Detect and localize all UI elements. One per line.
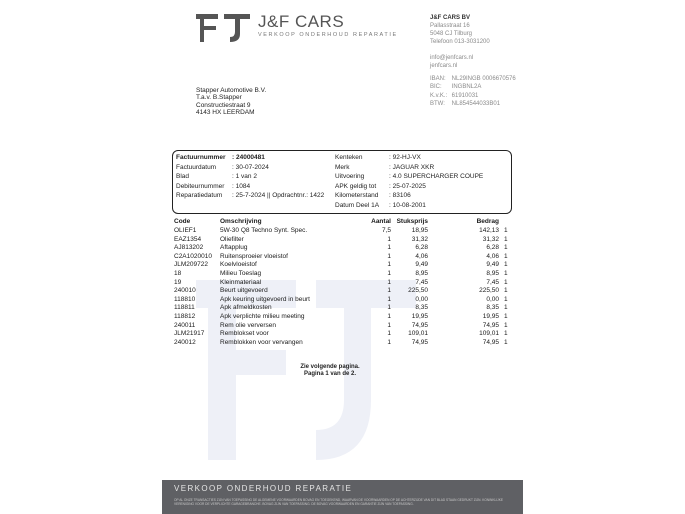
row-unit-price: 225,50: [408, 287, 428, 295]
row-amount: 31,32: [482, 235, 499, 243]
row-vat-code: 1: [504, 304, 508, 312]
header-quantity: Aantal: [371, 218, 391, 225]
row-amount: 0,00: [486, 295, 499, 303]
row-unit-price: 4,06: [415, 252, 428, 260]
row-code: EAZ1354: [174, 235, 202, 243]
row-amount: 6,28: [486, 244, 499, 252]
header-amount: Bedrag: [476, 218, 499, 225]
table-row: [0, 270, 685, 279]
header-description: Omschrijving: [220, 218, 262, 225]
row-quantity: 1: [387, 261, 391, 269]
row-description: Koelvloeistof: [220, 261, 257, 269]
row-code: 240012: [174, 338, 196, 346]
row-code: 240011: [174, 321, 196, 329]
table-row: [0, 296, 685, 305]
recipient-address: [196, 87, 266, 117]
row-vat-code: 1: [504, 235, 508, 243]
row-unit-price: 109,01: [408, 330, 428, 338]
row-quantity: 1: [387, 278, 391, 286]
header-unit-price: Stuksprijs: [396, 218, 428, 225]
row-code: 240010: [174, 287, 196, 295]
row-vat-code: 1: [504, 244, 508, 252]
row-vat-code: 1: [504, 261, 508, 269]
field-mileage: Kilometerstand : 83106: [335, 192, 411, 199]
invoice-left-fields: [176, 153, 324, 201]
brand-tagline: VERKOOP ONDERHOUD REPARATIE: [258, 32, 398, 38]
row-description: Ruitensproeier vloeistof: [220, 252, 288, 260]
recipient-line: Constructiestraat 9: [196, 101, 251, 109]
footer-bar: [162, 480, 523, 514]
row-quantity: 1: [387, 312, 391, 320]
row-quantity: 1: [387, 287, 391, 295]
id-row: K.v.K.: 61910031: [430, 92, 479, 99]
row-description: Apk afmeldkosten: [220, 304, 272, 312]
company-phone: Telefoon 013-3031200: [430, 39, 490, 45]
field-version: Uitvoering : 4.0 SUPERCHARGER COUPE: [335, 173, 484, 180]
row-amount: 74,95: [482, 338, 499, 346]
field-apk-valid: APK geldig tot : 25-07-2025: [335, 182, 426, 190]
recipient-line: T.a.v. B.Stapper: [196, 94, 242, 102]
row-unit-price: 18,95: [411, 227, 428, 234]
row-code: OLIEF1: [174, 227, 197, 234]
field-plate: Kenteken : 92-HJ-VX: [335, 154, 421, 161]
row-code: 118811: [174, 304, 195, 312]
row-description: Remblokset voor: [220, 330, 269, 338]
table-row: [0, 227, 685, 236]
company-ids: [430, 75, 516, 109]
company-web[interactable]: jenfcars.nl: [430, 63, 458, 69]
row-vat-code: 1: [504, 312, 508, 320]
row-unit-price: 6,28: [415, 244, 428, 252]
row-vat-code: 1: [504, 269, 508, 277]
row-vat-code: 1: [504, 321, 508, 329]
row-quantity: 1: [387, 235, 391, 243]
row-description: Beurt uitgevoerd: [220, 287, 268, 295]
table-row: [0, 279, 685, 288]
row-unit-price: 0,00: [415, 295, 428, 303]
row-description: Remblokken voor vervangen: [220, 338, 303, 346]
row-code: 118812: [174, 312, 196, 320]
row-unit-price: 31,32: [411, 235, 428, 243]
row-quantity: 1: [387, 252, 391, 260]
row-amount: 7,45: [486, 278, 499, 286]
table-row: [0, 313, 685, 322]
company-name: J&F CARS BV: [430, 15, 471, 21]
row-code: AJ813202: [174, 244, 204, 252]
brand-name: J&F CARS: [258, 12, 345, 31]
row-code: JLM21917: [174, 330, 205, 338]
row-unit-price: 7,45: [415, 278, 428, 286]
row-quantity: 1: [387, 304, 391, 312]
row-unit-price: 19,95: [411, 312, 428, 320]
field-page: Blad : 1 van 2: [176, 173, 257, 180]
row-code: C2A1020010: [174, 252, 212, 260]
id-row: BIC: INGBNL2A: [430, 84, 482, 91]
row-vat-code: 1: [504, 338, 508, 346]
field-invoice-number: Factuurnummer : 24000481: [176, 154, 265, 161]
invoice-right-fields: [335, 153, 483, 210]
row-amount: 4,06: [486, 252, 499, 260]
table-row: [0, 304, 685, 313]
field-repair-date: Reparatiedatum : 25-7-2024 || Opdrachtnr.: 1422: [176, 192, 325, 199]
id-row: IBAN: NL29INGB 0006670576: [430, 76, 516, 82]
row-description: Rem olie verversen: [220, 321, 276, 329]
footer-title: VERKOOP ONDERHOUD REPARATIE: [174, 484, 353, 493]
row-unit-price: 8,35: [415, 304, 428, 312]
row-code: 18: [174, 269, 182, 277]
table-row: [0, 322, 685, 331]
table-row: [0, 287, 685, 296]
row-quantity: 1: [387, 295, 391, 303]
table-row: [0, 339, 685, 348]
table-body: [0, 227, 685, 347]
row-code: JLM209722: [174, 261, 208, 269]
row-unit-price: 74,95: [411, 321, 428, 329]
row-unit-price: 9,49: [415, 261, 428, 269]
company-city: 5048 CJ Tilburg: [430, 31, 473, 37]
table-header: [0, 218, 685, 227]
field-make: Merk : JAGUAR XKR: [335, 163, 435, 171]
row-description: Apk verplichte milieu meeting: [220, 312, 305, 320]
field-date-part1a: Datum Deel 1A : 10-08-2001: [335, 201, 426, 209]
row-amount: 225,50: [479, 287, 499, 295]
row-vat-code: 1: [504, 227, 508, 234]
recipient-line: Stapper Automotive B.V.: [196, 87, 267, 94]
table-row: [0, 236, 685, 245]
row-description: Kleinmateriaal: [220, 278, 262, 286]
row-amount: 74,95: [482, 321, 499, 329]
row-quantity: 1: [387, 330, 391, 338]
table-row: [0, 244, 685, 253]
row-amount: 19,95: [482, 312, 499, 320]
row-quantity: 7,5: [381, 227, 391, 234]
row-quantity: 1: [387, 338, 391, 346]
footer-fineprint: OP AL ONZE TRANSACTIES ZIJN VAN TOEPASSING DE ALGEMENE VOORWAARDEN BOVAG EN TOEGEKEND, WAARVAN DE VOORWAARDEN OP DE ACHTERZIJDE VAN DIT BLAD STAAN GEDRUKT ZIJN. KONINKLIJKE VERENIGING VOOR DE VERPLICHTE GARAGEBRANCHE. BOVAG ZIJN VAN TOEPASSING. DE BOVAG VOORWAARDEN EN GARANTIE ZIJN VAN TOEPASSING.: [174, 498, 503, 507]
row-quantity: 1: [387, 321, 391, 329]
next-page-line: Zie volgende pagina.: [300, 364, 360, 370]
row-amount: 9,49: [486, 261, 499, 269]
row-code: 19: [174, 278, 182, 286]
id-row: BTW: NL854544033B01: [430, 101, 501, 108]
row-quantity: 1: [387, 244, 391, 252]
row-vat-code: 1: [504, 287, 508, 295]
header-code: Code: [174, 218, 191, 225]
row-description: Apk keuring uitgevoerd in beurt: [220, 295, 310, 303]
company-street: Pallasstraat 16: [430, 23, 470, 29]
row-unit-price: 74,95: [411, 338, 428, 346]
row-unit-price: 8,95: [415, 269, 428, 277]
brand-logo: [196, 14, 250, 42]
row-code: 118810: [174, 295, 196, 303]
next-page-note: [250, 364, 410, 378]
company-email[interactable]: info@jenfcars.nl: [430, 55, 474, 61]
row-description: 5W-30 Q8 Techno Synt. Spec.: [220, 227, 308, 234]
row-amount: 142,13: [479, 227, 499, 234]
row-description: Milieu Toeslag: [220, 269, 262, 277]
company-info: [430, 14, 490, 70]
recipient-line: 4143 HX LEERDAM: [196, 109, 255, 117]
table-row: [0, 261, 685, 270]
row-amount: 8,35: [486, 304, 499, 312]
row-vat-code: 1: [504, 278, 508, 286]
row-vat-code: 1: [504, 295, 508, 303]
row-vat-code: 1: [504, 330, 508, 338]
row-quantity: 1: [387, 269, 391, 277]
field-debtor-number: Debiteurnummer : 1084: [176, 182, 251, 190]
row-amount: 109,01: [479, 330, 499, 338]
row-description: Oliefilter: [220, 235, 244, 243]
row-vat-code: 1: [504, 252, 508, 260]
page-count-line: Pagina 1 van de 2.: [303, 371, 357, 377]
table-row: [0, 330, 685, 339]
row-description: Aftapplug: [220, 244, 248, 252]
field-invoice-date: Factuurdatum : 30-07-2024: [176, 163, 269, 171]
row-amount: 8,95: [486, 269, 499, 277]
table-row: [0, 253, 685, 262]
